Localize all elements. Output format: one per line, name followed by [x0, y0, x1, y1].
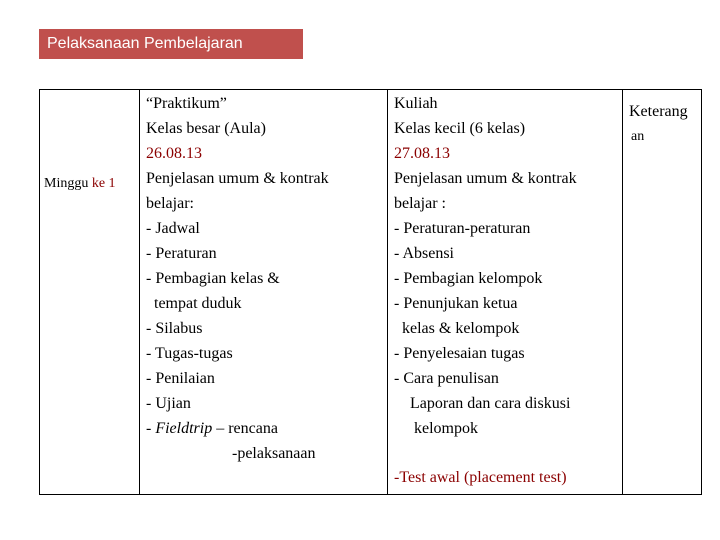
- kuliah-date: 27.08.13: [394, 145, 450, 162]
- row-label-prefix: Minggu: [44, 176, 92, 191]
- list-item: kelompok: [414, 420, 478, 437]
- praktikum-column: [146, 91, 329, 466]
- keterangan-line1: Keterang: [629, 103, 688, 120]
- fieldtrip-rest: – rencana: [212, 420, 278, 437]
- praktikum-type: Kelas besar (Aula): [146, 120, 266, 137]
- list-item: - Pembagian kelas &: [146, 270, 280, 287]
- list-item: - Jadwal: [146, 220, 200, 237]
- list-item: - Penunjukan ketua: [394, 295, 518, 312]
- placement-test: [394, 465, 567, 490]
- list-item: - Pembagian kelompok: [394, 270, 543, 287]
- kuliah-intro: Penjelasan umum & kontrak: [394, 170, 577, 187]
- list-item: - Penyelesaian tugas: [394, 345, 525, 362]
- schedule-table: [39, 89, 702, 495]
- column-divider: [622, 90, 623, 494]
- placement-test-label: -Test awal (placement test): [394, 469, 567, 486]
- list-item: - Cara penulisan: [394, 370, 499, 387]
- row-label: [44, 171, 116, 196]
- column-divider: [387, 90, 388, 494]
- list-item: - Peraturan-peraturan: [394, 220, 531, 237]
- praktikum-intro-cont: belajar:: [146, 195, 194, 212]
- kuliah-intro-cont: belajar :: [394, 195, 446, 212]
- kuliah-column: [394, 91, 577, 441]
- section-title: Pelaksanaan Pembelajaran: [39, 29, 303, 59]
- row-label-week: ke 1: [91, 176, 116, 191]
- list-item: -pelaksanaan: [232, 445, 316, 462]
- praktikum-date: 26.08.13: [146, 145, 202, 162]
- list-item: - Ujian: [146, 395, 191, 412]
- list-item: - Silabus: [146, 320, 203, 337]
- kuliah-type: Kelas kecil (6 kelas): [394, 120, 526, 137]
- list-item: kelas & kelompok: [402, 320, 520, 337]
- list-item: - Penilaian: [146, 370, 215, 387]
- column-divider: [139, 90, 140, 494]
- list-item: - Absensi: [394, 245, 454, 262]
- fieldtrip-word: Fieldtrip: [155, 420, 213, 437]
- list-item: - Tugas-tugas: [146, 345, 233, 362]
- list-item: Laporan dan cara diskusi: [410, 395, 571, 412]
- keterangan-line2: an: [631, 129, 645, 144]
- praktikum-heading: “Praktikum”: [146, 95, 227, 112]
- list-item: - Peraturan: [146, 245, 217, 262]
- kuliah-heading: Kuliah: [394, 95, 438, 112]
- list-item-fieldtrip: [146, 416, 329, 441]
- praktikum-intro: Penjelasan umum & kontrak: [146, 170, 329, 187]
- list-item: tempat duduk: [154, 295, 242, 312]
- keterangan-header: [629, 99, 688, 149]
- fieldtrip-prefix: -: [146, 420, 156, 437]
